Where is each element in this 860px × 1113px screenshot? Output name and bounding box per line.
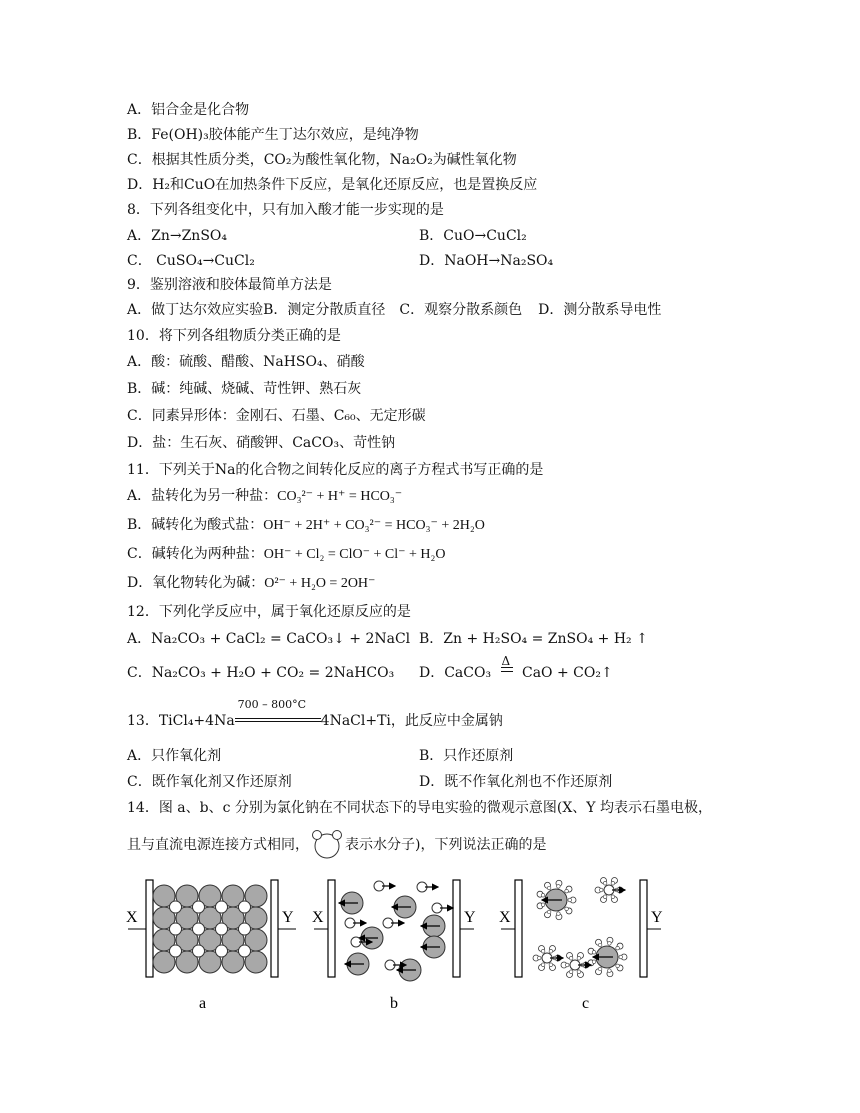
sodium-ion: [216, 901, 228, 913]
q13-stem: [127, 698, 503, 731]
water-hydrogen: [547, 910, 551, 914]
q9-option-b: B．测定分散质直径: [263, 302, 386, 318]
water-hydrogen: [547, 886, 551, 890]
water-hydrogen: [537, 956, 541, 960]
sodium-ion: [216, 923, 228, 935]
water-hydrogen: [557, 912, 561, 916]
q11-a-equation: CO₃²⁻ + H⁺ = HCO₃⁻: [277, 489, 403, 504]
reaction-condition: [235, 698, 321, 731]
q11-a-label: A．盐转化为另一种盐：: [127, 488, 278, 504]
q8-stem: 8．下列各组变化中，只有加入酸才能一步实现的是: [127, 202, 444, 218]
panel-label-a: a: [199, 995, 207, 1012]
q10-stem: 10．将下列各组物质分类正确的是: [127, 328, 341, 344]
water-hydrogen: [565, 907, 569, 911]
q7-option-d: D．H₂和CuO在加热条件下反应，是氧化还原反应，也是置换反应: [127, 177, 538, 193]
water-hydrogen: [592, 950, 596, 954]
q8-option-c: C． CuSO₄→CuCl₂: [127, 253, 255, 269]
sodium-ion: [170, 901, 182, 913]
q12-option-b: B．Zn + H₂SO₄ = ZnSO₄ + H₂ ↑: [419, 631, 648, 647]
q11-c-equation: OH⁻ + Cl₂ = ClO⁻ + Cl⁻ + H₂O: [263, 547, 446, 562]
water-hydrogen: [598, 967, 602, 971]
electrode-y-b: [453, 880, 460, 977]
q14-stem-line2: [127, 829, 546, 859]
q10-option-d: D．盐：生石灰、硝酸钾、CaCO₃、苛性钠: [127, 435, 396, 451]
water-hydrogen: [611, 881, 615, 885]
water-hydrogen: [565, 963, 569, 967]
q11-d-equation: O²⁻ + H₂O = 2OH⁻: [264, 576, 376, 591]
q12-d-right: CaO + CO₂↑: [522, 665, 613, 681]
water-hydrogen: [557, 885, 561, 889]
water-hydrogen: [616, 946, 620, 950]
water-hydrogen: [577, 956, 581, 960]
water-hydrogen: [577, 970, 581, 974]
water-hydrogen: [599, 888, 603, 892]
q11-option-b: [127, 515, 485, 536]
panel-label-b: b: [390, 995, 398, 1012]
q11-d-label: D．氧化物转化为碱：: [127, 575, 265, 591]
q13-option-c: C．既作氧化剂又作还原剂: [127, 774, 292, 790]
q11-b-equation: OH⁻ + 2H⁺ + CO₃²⁻ = HCO₃⁻ + 2H₂O: [263, 518, 485, 533]
electrode-y-c: [640, 880, 647, 977]
water-hydrogen: [549, 949, 553, 953]
molten-ions: [339, 881, 453, 981]
water-hydrogen: [541, 963, 545, 967]
q9-option-a: A．做丁达尔效应实验: [127, 302, 264, 318]
q9-stem: 9．鉴别溶液和胶体最简单方法是: [127, 277, 332, 293]
electrode-x-b: [328, 880, 335, 977]
q7-option-b: B．Fe(OH)₃胶体能产生丁达尔效应，是纯净物: [127, 127, 419, 143]
water-hydrogen: [603, 881, 607, 885]
water-hydrogen: [569, 956, 573, 960]
q10-option-c: C．同素异形体：金刚石、石墨、C₆₀、无定形碳: [127, 408, 426, 424]
sodium-ion: [239, 901, 251, 913]
panel-a: [126, 880, 296, 1012]
q13-option-a: A．只作氧化剂: [127, 748, 222, 764]
water-hydrogen: [608, 969, 612, 973]
sodium-ion: [170, 923, 182, 935]
sodium-ion: [193, 945, 205, 957]
conductivity-figure: [120, 860, 680, 1020]
q12-option-a: A．Na₂CO₃ + CaCl₂ = CaCO₃↓ + 2NaCl: [127, 631, 411, 647]
electrode-y-a: [271, 880, 278, 977]
panel-b: [312, 880, 476, 1012]
q12-stem: 12．下列化学反应中，属于氧化还原反应的是: [127, 604, 411, 620]
q14-stem2-pre: 且与直流电源连接方式相同，: [127, 837, 309, 853]
water-hydrogen: [603, 895, 607, 899]
q13-option-b: B．只作还原剂: [419, 748, 514, 764]
q13-option-d: D．既不作氧化剂也不作还原剂: [419, 774, 613, 790]
water-hydrogen: [541, 949, 545, 953]
electrode-y-label-a: Y: [282, 909, 294, 926]
temperature-condition: 700 – 800°C: [237, 698, 307, 711]
sodium-ion: [239, 923, 251, 935]
water-hydrogen: [608, 942, 612, 946]
q8-option-a: A．Zn→ZnSO₄: [127, 228, 228, 244]
water-hydrogen: [541, 893, 545, 897]
sodium-ion: [193, 901, 205, 913]
q12-option-d: [419, 654, 613, 683]
q10-option-a: A．酸：硫酸、醋酸、NaHSO₄、硝酸: [127, 354, 365, 370]
water-hydrogen: [616, 964, 620, 968]
q8-option-d: D．NaOH→Na₂SO₄: [419, 253, 554, 269]
q11-option-d: [127, 573, 375, 594]
water-hydrogen: [569, 970, 573, 974]
q11-stem: 11．下列关于Na的化合物之间转化反应的离子方程式书写正确的是: [127, 462, 544, 478]
delta-symbol: Δ: [501, 654, 511, 668]
panel-c: [499, 877, 663, 1012]
q9-option-c: C．观察分散系颜色: [399, 302, 523, 318]
q13-reactants: 13．TiCl₄+4Na: [127, 713, 235, 729]
sodium-ion: [170, 945, 182, 957]
q11-c-label: C．碱转化为两种盐：: [127, 546, 264, 562]
q7-option-c: C．根据其性质分类，CO₂为酸性氧化物，Na₂O₂为碱性氧化物: [127, 152, 517, 168]
q9-option-d: D．测分散系导电性: [538, 302, 662, 318]
q12-option-c: C．Na₂CO₃ + H₂O + CO₂ = 2NaHCO₃: [127, 665, 395, 681]
nacl-crystal-lattice: [153, 885, 267, 973]
electrode-x-a: [146, 880, 153, 977]
water-molecule-icon: [309, 829, 345, 859]
q8-option-b: B．CuO→CuCl₂: [419, 228, 527, 244]
q14-stem-line1: 14．图 a、b、c 分别为氯化钠在不同状态下的导电实验的微观示意图(X、Y 均表示石墨电极，: [127, 800, 712, 816]
q11-option-a: [127, 486, 402, 507]
q12-d-left: D．CaCO₃: [419, 665, 492, 681]
water-hydrogen: [619, 955, 623, 959]
water-hydrogen: [565, 889, 569, 893]
water-hydrogen: [541, 903, 545, 907]
heating-condition: [496, 654, 518, 683]
sodium-ion: [193, 923, 205, 935]
sodium-ion: [239, 945, 251, 957]
hydrated-ions: [533, 877, 627, 977]
water-hydrogen: [549, 963, 553, 967]
q9-options: [127, 300, 661, 320]
q13-products: 4NaCl+Ti，此反应中金属钠: [320, 713, 503, 729]
water-hydrogen: [592, 960, 596, 964]
q11-b-label: B．碱转化为酸式盐：: [127, 517, 264, 533]
q7-option-a: A．铝合金是化合物: [127, 102, 250, 118]
water-hydrogen: [568, 898, 572, 902]
electrode-x-label-c: X: [499, 909, 511, 926]
q11-option-c: [127, 544, 445, 565]
panel-label-c: c: [582, 995, 590, 1012]
electrode-y-label-c: Y: [651, 909, 663, 926]
sodium-ion: [216, 945, 228, 957]
electrode-x-label-a: X: [126, 909, 138, 926]
water-hydrogen: [611, 895, 615, 899]
electrode-x-c: [515, 880, 522, 977]
water-hydrogen: [598, 943, 602, 947]
electrode-x-label-b: X: [312, 909, 324, 926]
q10-option-b: B．碱：纯碱、烧碱、苛性钾、熟石灰: [127, 381, 362, 397]
electrode-y-label-b: Y: [464, 909, 476, 926]
q14-stem2-post: 表示水分子)，下列说法正确的是: [345, 837, 547, 853]
